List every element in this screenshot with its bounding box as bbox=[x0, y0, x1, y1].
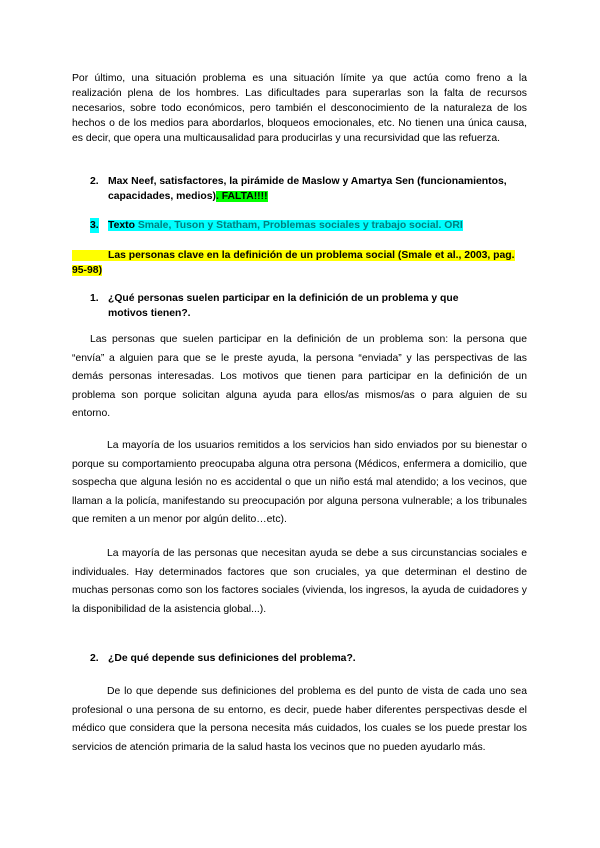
heading-3-text bbox=[108, 218, 518, 233]
heading-2-flag: . FALTA!!!! bbox=[216, 191, 268, 202]
question-2-text: ¿De qué depende sus definiciones del problema?. bbox=[108, 653, 356, 664]
answer-1-paragraph-a: Las personas que suelen participar en la definición de un problema son: la persona que “envía” a alguien para que se le preste ayuda, la persona “enviada” y las perspectivas de las demás personas interesadas. Los motivos que tienen para participar en la definición de un problema son porque solicitan alguna ayuda para ellos/as mismos/as o para alguien de su entorno. bbox=[72, 334, 527, 419]
answer-1-paragraph-c: La mayoría de las personas que necesitan ayuda se debe a sus circunstancias sociales e individuales. Hay determinados factores que son cruciales, ya que determinan el destino de muchas personas como son los factores sociales (vivienda, los ingresos, la ayuda de cuidadores y la disponibilidad de la asistencia global...). bbox=[72, 548, 527, 615]
heading-3-title: Smale, Tuson y Statham, Problemas sociales y trabajo social. bbox=[137, 220, 442, 231]
heading-2-text bbox=[108, 174, 518, 204]
heading-3-label: Texto bbox=[108, 220, 135, 231]
question-1-number: 1. bbox=[90, 293, 99, 304]
heading-3-number: 3. bbox=[90, 220, 99, 231]
heading-3-flag: ORI bbox=[444, 220, 463, 231]
answer-1-paragraph-b: La mayoría de los usuarios remitidos a los servicios han sido enviados por su bienestar o porque su comportamiento preocupaba alguna otra persona (Médicos, enfermera a domicilio, que sospecha que alguna lesión no es accidental o que un niño está mal atendido; a los vecinos, que llaman a la policía, manifestando su preocupación por alguna persona vulnerable; a los tribunales que remiten a un menor por algún delito…etc). bbox=[72, 440, 527, 525]
answer-2-paragraph: De lo que depende sus definiciones del problema es del punto de vista de cada uno sea profesional o una persona de su entorno, es decir, puede haber diferentes perspectivas desde el médico que considera que la persona necesita más cuidados, los cuales se los puede prestar los servicios de atención primaria de la salud hasta los vecinos que no pueden ayudarlo más. bbox=[72, 686, 527, 753]
section-title bbox=[72, 248, 527, 278]
section-title-text: Las personas clave en la definición de un problema social (Smale et al., 2003, pag. 95-98) bbox=[72, 250, 515, 276]
intro-paragraph: Por último, una situación problema es una situación límite ya que actúa como freno a la realización plena de los hombres. Las dificultades para superarlas son la falta de recursos necesarios, sobre todo económicos, pero también el desconocimiento de la naturaleza de los hechos o de los medios para abordarlos, bloqueos emocionales, etc. No tienen una única causa, es decir, que opera una multicausalidad para producirlas y una recursividad que las refuerza. bbox=[72, 73, 527, 144]
heading-2-title: Max Neef, satisfactores, la pirámide de Maslow y Amartya Sen (funcionamientos, capacidades, medios) bbox=[108, 176, 507, 202]
question-2-number: 2. bbox=[90, 653, 99, 664]
heading-2-number: 2. bbox=[90, 176, 99, 187]
question-1-text: ¿Qué personas suelen participar en la definición de un problema y que motivos tienen?. bbox=[108, 293, 459, 319]
